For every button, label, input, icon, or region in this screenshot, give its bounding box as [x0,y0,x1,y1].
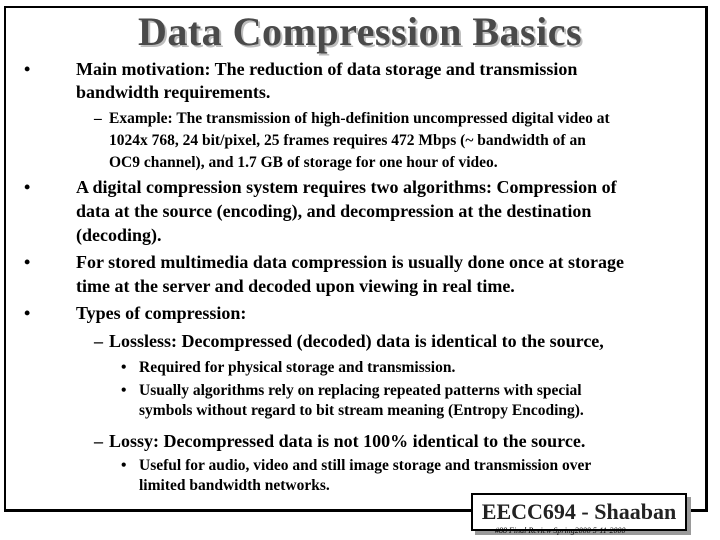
lossy-point-1-line-1: Useful for audio, video and still image storage and transmission over [139,457,592,474]
bullet-4-line-1: Types of compression: [76,303,247,323]
bullet-dot: • [24,177,31,197]
bullet-1-line-2: bandwidth requirements. [76,82,271,102]
bullet-3-line-2: time at the server and decoded upon viewing in real time. [76,276,515,296]
lossy-point-1-line-2: limited bandwidth networks. [139,477,330,494]
lossless-point-2-line-1: Usually algorithms rely on replacing repeated patterns with special [139,382,582,399]
lossless-point-2-line-2: symbols without regard to bit stream meaning (Entropy Encoding). [139,402,584,419]
sub-bullet-dash: – [94,110,102,127]
lossy-line: Lossy: Decompressed data is not 100% identical to the source. [109,431,586,451]
lossless-line: Lossless: Decompressed (decoded) data is identical to the source, [109,331,604,351]
bullet-dot: • [121,457,127,474]
example-line-2: 1024x 768, 24 bit/pixel, 25 frames requires 472 Mbps (~ bandwidth of an [109,132,586,149]
bullet-2-line-3: (decoding). [76,225,162,245]
lossless-point-1: Required for physical storage and transmission. [139,359,456,376]
bullet-2-line-1: A digital compression system requires two algorithms: Compression of [76,177,617,197]
bullet-dot: • [121,359,127,376]
lossless-dash: – [94,331,103,351]
example-line-3: OC9 channel), and 1.7 GB of storage for one hour of video. [109,154,498,171]
bullet-dot: • [24,252,31,272]
lossy-dash: – [94,431,103,451]
bullet-dot: • [24,59,31,79]
bullet-3-line-1: For stored multimedia data compression is usually done once at storage [76,252,624,272]
footer-note: #88 Final Review Spring2000 5-11-2000 [495,526,626,535]
bullet-dot: • [24,303,31,323]
example-line-1: Example: The transmission of high-definition uncompressed digital video at [109,110,610,127]
bullet-dot: • [121,382,127,399]
bullet-1-line-1: Main motivation: The reduction of data storage and transmission [76,59,578,79]
slide-title: Data Compression Basics [137,9,583,54]
course-label: EECC694 - Shaaban [471,493,687,531]
bullet-2-line-2: data at the source (encoding), and decompression at the destination [76,201,592,221]
